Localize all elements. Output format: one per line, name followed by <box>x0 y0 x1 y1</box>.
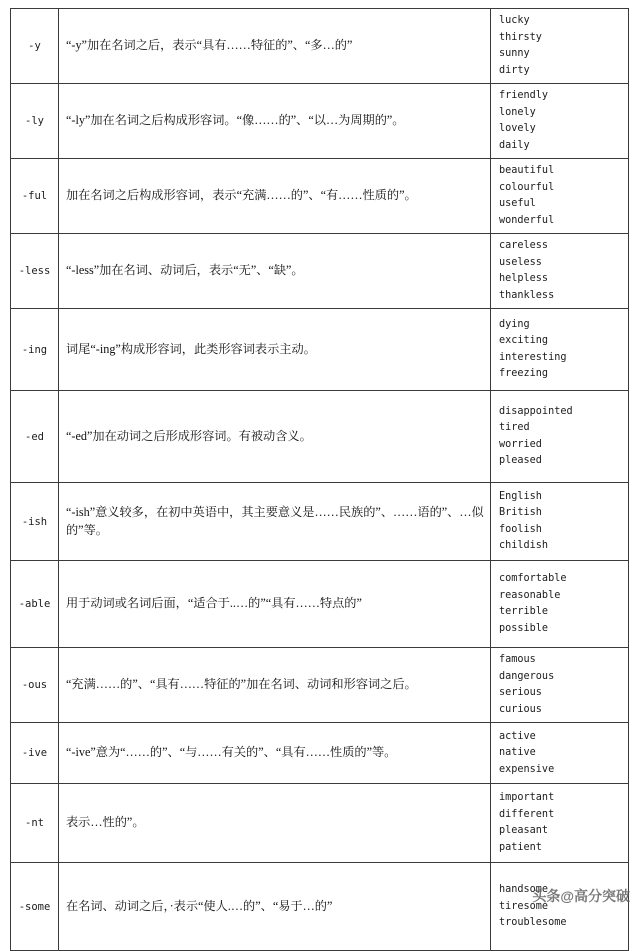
suffix-cell: -ive <box>11 723 59 784</box>
table-row <box>11 483 629 561</box>
meaning-cell: “-less”加在名词、动词后，表示“无”、“缺”。 <box>59 234 491 309</box>
example-word: worried <box>499 438 542 450</box>
meaning-cell: “充满……的”、“具有……特征的”加在名词、动词和形容词之后。 <box>59 648 491 723</box>
example-word: reasonable <box>499 589 561 601</box>
examples-list <box>499 729 624 779</box>
suffix-reference-table <box>10 8 629 951</box>
example-word: expensive <box>499 763 555 775</box>
table-row <box>11 9 629 84</box>
table-row <box>11 159 629 234</box>
example-word: pleasant <box>499 825 549 837</box>
example-word: friendly <box>499 90 549 102</box>
examples-list <box>499 88 624 154</box>
table-row <box>11 309 629 391</box>
meaning-cell: 用于动词或名词后面，“适合于..…的”“具有……特点的” <box>59 561 491 648</box>
example-word: exciting <box>499 335 549 347</box>
example-word: native <box>499 747 536 759</box>
example-word: active <box>499 730 536 742</box>
examples-cell <box>491 234 629 309</box>
suffix-cell: -some <box>11 863 59 951</box>
example-word: handsome <box>499 884 549 896</box>
examples-list <box>499 571 624 637</box>
example-word: thankless <box>499 289 555 301</box>
example-word: famous <box>499 654 536 666</box>
table-row <box>11 561 629 648</box>
examples-list <box>499 489 624 555</box>
examples-list <box>499 317 624 383</box>
example-word: dangerous <box>499 670 555 682</box>
example-word: dying <box>499 318 530 330</box>
watermark: 头条@高分突破 <box>532 888 630 904</box>
table-row <box>11 648 629 723</box>
example-word: disappointed <box>499 405 573 417</box>
example-word: different <box>499 808 555 820</box>
example-word: beautiful <box>499 165 555 177</box>
suffix-cell: -ed <box>11 391 59 483</box>
example-word: useless <box>499 256 542 268</box>
suffix-cell: -y <box>11 9 59 84</box>
examples-list <box>499 404 624 470</box>
example-word: lucky <box>499 15 530 26</box>
example-word: wonderful <box>499 214 555 226</box>
examples-cell <box>491 784 629 863</box>
meaning-cell: 词尾“-ing”构成形容词，此类形容词表示主动。 <box>59 309 491 391</box>
examples-cell <box>491 561 629 648</box>
example-word: curious <box>499 703 542 715</box>
suffix-cell: -ly <box>11 84 59 159</box>
examples-cell <box>491 159 629 234</box>
suffix-cell: -ful <box>11 159 59 234</box>
meaning-cell: “-ly”加在名词之后构成形容词。“像……的”、“以…为周期的”。 <box>59 84 491 159</box>
example-word: possible <box>499 622 549 634</box>
example-word: troublesome <box>499 917 567 929</box>
meaning-cell: 表示…性的”。 <box>59 784 491 863</box>
example-word: English <box>499 490 542 502</box>
table-row <box>11 723 629 784</box>
examples-list <box>499 652 624 718</box>
table-row <box>11 863 629 951</box>
examples-cell <box>491 391 629 483</box>
table-row <box>11 391 629 483</box>
meaning-cell: “-y”加在名词之后，表示“具有……特征的”、“多…的” <box>59 9 491 84</box>
example-word: thirsty <box>499 31 542 43</box>
suffix-cell: -able <box>11 561 59 648</box>
meaning-cell: “-ed”加在动词之后形成形容词。有被动含义。 <box>59 391 491 483</box>
examples-list <box>499 163 624 229</box>
table-row <box>11 784 629 863</box>
example-word: pleased <box>499 455 542 467</box>
suffix-cell: -ing <box>11 309 59 391</box>
examples-list <box>499 882 624 932</box>
example-word: careless <box>499 240 549 252</box>
table-body <box>11 9 629 951</box>
examples-cell <box>491 483 629 561</box>
example-word: sunny <box>499 48 530 60</box>
example-word: dirty <box>499 64 530 76</box>
example-word: lonely <box>499 106 536 118</box>
examples-list <box>499 238 624 304</box>
suffix-cell: -nt <box>11 784 59 863</box>
table-row <box>11 84 629 159</box>
table-row <box>11 234 629 309</box>
example-word: daily <box>499 139 530 151</box>
example-word: colourful <box>499 181 555 193</box>
example-word: patient <box>499 841 542 853</box>
meaning-cell: “-ive”意为“……的”、“与……有关的”、“具有……性质的”等。 <box>59 723 491 784</box>
suffix-cell: -ish <box>11 483 59 561</box>
example-word: childish <box>499 540 549 552</box>
example-word: terrible <box>499 606 549 618</box>
example-word: interesting <box>499 351 567 363</box>
examples-cell <box>491 723 629 784</box>
example-word: useful <box>499 198 536 210</box>
example-word: tired <box>499 422 530 434</box>
examples-cell <box>491 9 629 84</box>
example-word: British <box>499 507 542 519</box>
example-word: foolish <box>499 523 542 535</box>
examples-cell <box>491 648 629 723</box>
meaning-cell: 加在名词之后构成形容词，表示“充满……的”、“有……性质的”。 <box>59 159 491 234</box>
examples-list <box>499 13 624 79</box>
examples-list <box>499 790 624 856</box>
meaning-cell: 在名词、动词之后，·表示“使人.…的”、“易于…的” <box>59 863 491 951</box>
example-word: comfortable <box>499 573 567 585</box>
suffix-cell: -ous <box>11 648 59 723</box>
example-word: lovely <box>499 123 536 135</box>
example-word: important <box>499 792 555 804</box>
suffix-cell: -less <box>11 234 59 309</box>
examples-cell <box>491 309 629 391</box>
examples-cell <box>491 863 629 951</box>
examples-cell <box>491 84 629 159</box>
example-word: helpless <box>499 273 549 285</box>
example-word: serious <box>499 687 542 699</box>
example-word: tiresome <box>499 900 549 912</box>
meaning-cell: “-ish”意义较多，在初中英语中，其主要意义是……民族的”、……语的”、…似的”等。 <box>59 483 491 561</box>
example-word: freezing <box>499 368 549 380</box>
